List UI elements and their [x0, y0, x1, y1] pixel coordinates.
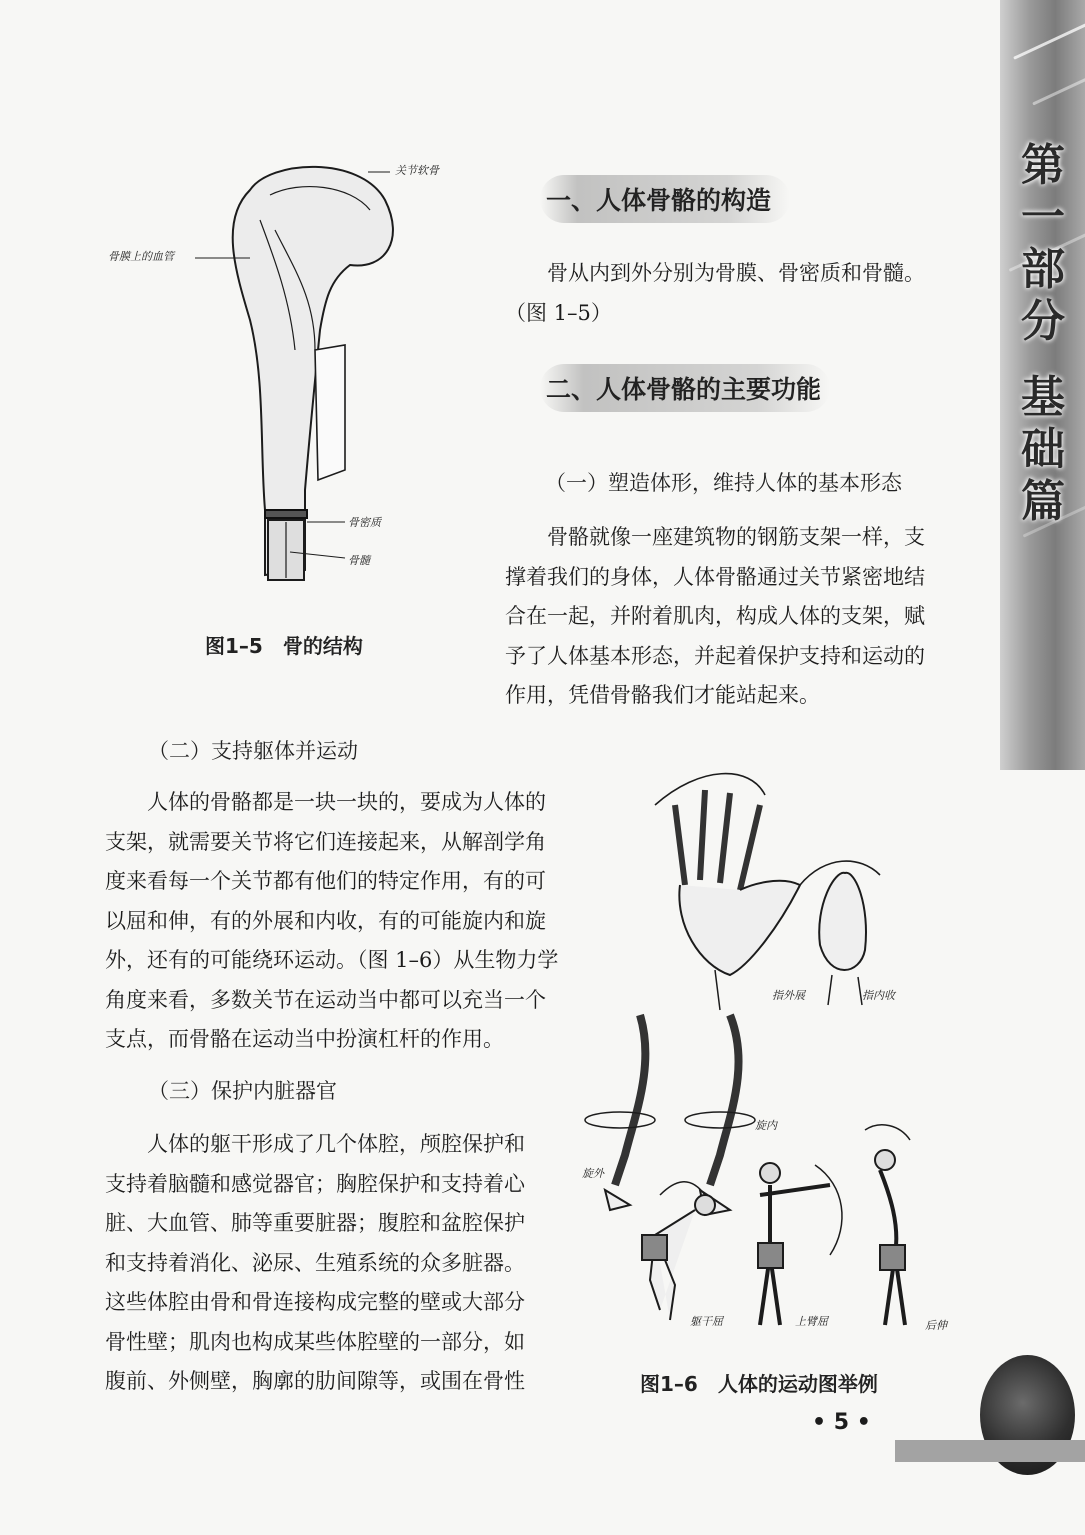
figure-movement-examples — [580, 765, 980, 1345]
paragraph-line: 骨性壁；肌肉也构成某些体腔壁的一部分，如 — [105, 1329, 525, 1354]
side-title-char: 部 — [1021, 244, 1065, 295]
subsection-1-heading: （一）塑造体形，维持人体的基本形态 — [545, 471, 902, 495]
paragraph-line: 度来看每一个关节都有他们的特定作用，有的可 — [105, 869, 546, 893]
page-number: • 5 • — [812, 1410, 871, 1435]
paragraph-line: 作用，凭借骨骼我们才能站起来。 — [505, 683, 820, 707]
footer-bar — [895, 1440, 1085, 1462]
side-title-char: 础 — [1021, 424, 1065, 475]
bone-illustration — [100, 150, 480, 610]
label-trunk-flexion: 躯干屈 — [690, 1315, 723, 1328]
label-bone-marrow: 骨髓 — [348, 554, 370, 567]
paragraph-line: （图 1–5） — [505, 300, 612, 325]
side-title-char: 分 — [1021, 296, 1065, 347]
label-arm-flexion: 上臂屈 — [795, 1315, 828, 1328]
paragraph-line: 人体的躯干形成了几个体腔，颅腔保护和 — [147, 1132, 525, 1156]
figure-bone-structure — [100, 150, 480, 610]
paragraph-line: 支架，就需要关节将它们连接起来，从解剖学角 — [105, 829, 546, 854]
side-title-char: 一 — [1021, 192, 1065, 243]
subsection-3-heading: （三）保护内脏器官 — [148, 1079, 337, 1103]
paragraph-line: 予了人体基本形态，并起着保护支持和运动的 — [505, 643, 925, 668]
label-articular-cartilage: 关节软骨 — [395, 164, 439, 177]
paragraph-line: 这些体腔由骨和骨连接构成完整的壁或大部分 — [105, 1290, 525, 1314]
label-internal-rotation: 旋内 — [755, 1119, 777, 1132]
paragraph-line: 脏、大血管、肺等重要脏器；腹腔和盆腔保护 — [105, 1211, 525, 1235]
subsection-2-paragraph — [105, 783, 559, 1060]
section-1-paragraph — [505, 254, 950, 333]
label-external-rotation: 旋外 — [582, 1167, 604, 1180]
part-title-vertical — [1008, 140, 1078, 528]
side-title-char: 基 — [1021, 372, 1065, 423]
figure-1-5-caption: 图1–5 骨的结构 — [205, 634, 363, 658]
label-finger-adduction: 指内收 — [862, 989, 895, 1002]
label-finger-abduction: 指外展 — [772, 989, 805, 1002]
figure-1-6-caption: 图1–6 人体的运动图举例 — [640, 1372, 878, 1396]
movement-illustration — [580, 765, 980, 1345]
paragraph-line: 合在一起，并附着肌肉，构成人体的支架，赋 — [505, 604, 925, 628]
paragraph-line: 和支持着消化、泌尿、生殖系统的众多脏器。 — [105, 1250, 525, 1275]
side-title-char: 第 — [1021, 140, 1065, 191]
subsection-1-paragraph — [505, 518, 955, 716]
paragraph-line: 人体的骨骼都是一块一块的，要成为人体的 — [147, 790, 546, 814]
side-title-char: 篇 — [1021, 476, 1065, 527]
paragraph-line: 骨骼就像一座建筑物的钢筋支架一样，支 — [547, 525, 925, 549]
label-compact-bone: 骨密质 — [348, 516, 381, 529]
section-1-heading: 一、人体骨骼的构造 — [540, 175, 790, 223]
subsection-2-heading: （二）支持躯体并运动 — [148, 739, 358, 763]
paragraph-line: 支持着脑髓和感觉器官；胸腔保护和支持着心 — [105, 1171, 525, 1196]
paragraph-line: 撑着我们的身体，人体骨骼通过关节紧密地结 — [505, 564, 925, 589]
label-extension: 后伸 — [925, 1319, 947, 1332]
paragraph-line: 支点，而骨骼在运动当中扮演杠杆的作用。 — [105, 1027, 504, 1051]
paragraph-line: 腹前、外侧壁，胸廓的肋间隙等，或围在骨性 — [105, 1369, 525, 1393]
paragraph-line: 外，还有的可能绕环运动。（图 1–6）从生物力学 — [105, 948, 559, 972]
subsection-3-paragraph — [105, 1125, 555, 1402]
paragraph-line: 骨从内到外分别为骨膜、骨密质和骨髓。 — [547, 261, 925, 285]
paragraph-line: 角度来看，多数关节在运动当中都可以充当一个 — [105, 987, 546, 1012]
section-2-heading: 二、人体骨骼的主要功能 — [540, 364, 830, 412]
label-periosteum-vessels: 骨膜上的血管 — [108, 250, 174, 263]
paragraph-line: 以屈和伸，有的外展和内收，有的可能旋内和旋 — [105, 908, 546, 933]
